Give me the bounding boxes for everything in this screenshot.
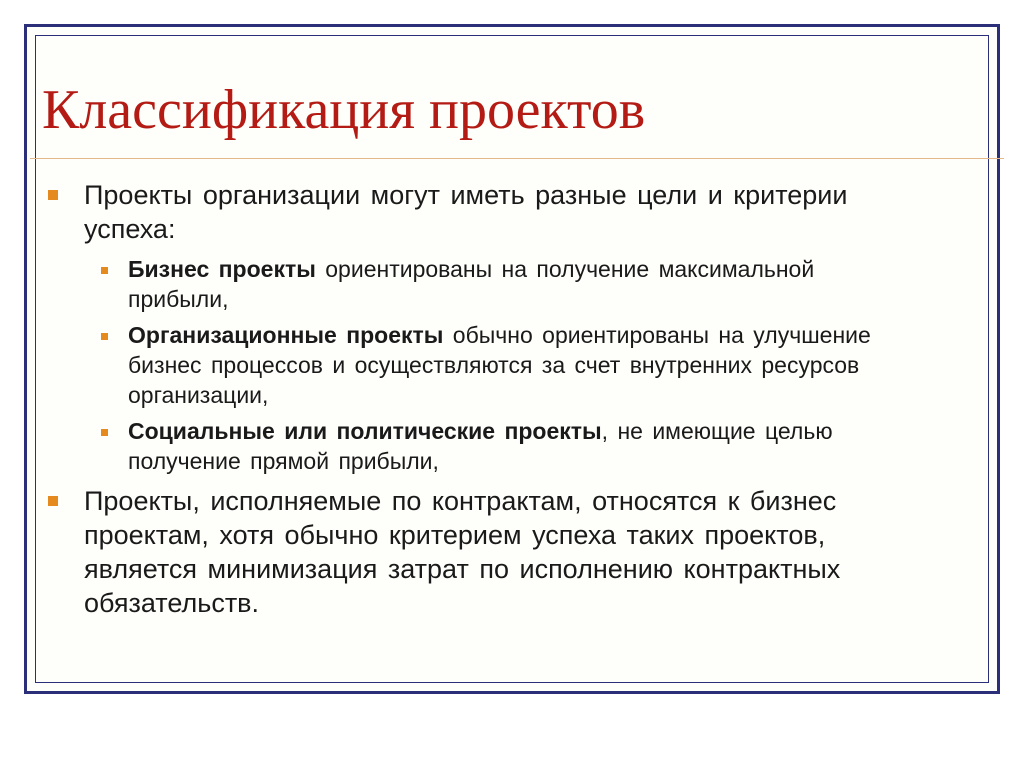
sub-bullet-business [40,254,920,314]
square-bullet-icon [101,429,108,436]
square-bullet-icon [48,190,58,200]
square-bullet-icon [101,267,108,274]
bullet-goals [40,178,920,246]
bullet-contracts [40,484,920,620]
sub-bullet-term: Бизнес проекты [128,256,316,282]
square-bullet-icon [48,496,58,506]
sub-bullet-term: Организационные проекты [128,322,444,348]
slide-title: Классификация проектов [42,79,646,141]
sub-bullet-organizational [40,320,920,410]
sub-bullet-term: Социальные или политические проекты [128,418,602,444]
square-bullet-icon [101,333,108,340]
sub-bullet-text: обычно ориентированы на улучшение бизнес процессов и осуществляются за счет внутренних ресурсов организации, [128,322,871,408]
slide-content [40,178,920,620]
bullet-text: Проекты организации могут иметь разные цели и критерии успеха: [84,180,848,244]
title-divider [30,158,1004,159]
bullet-text: Проекты, исполняемые по контрактам, относятся к бизнес проектам, хотя обычно критерием успеха таких проектов, является минимизация затрат по исполнению контрактных обязательств. [84,486,841,618]
sub-bullet-text: ориентированы на получение максимальной прибыли, [128,256,815,312]
sub-bullet-text: , не имеющие целью получение прямой прибыли, [128,418,833,474]
sub-bullet-social [40,416,920,476]
